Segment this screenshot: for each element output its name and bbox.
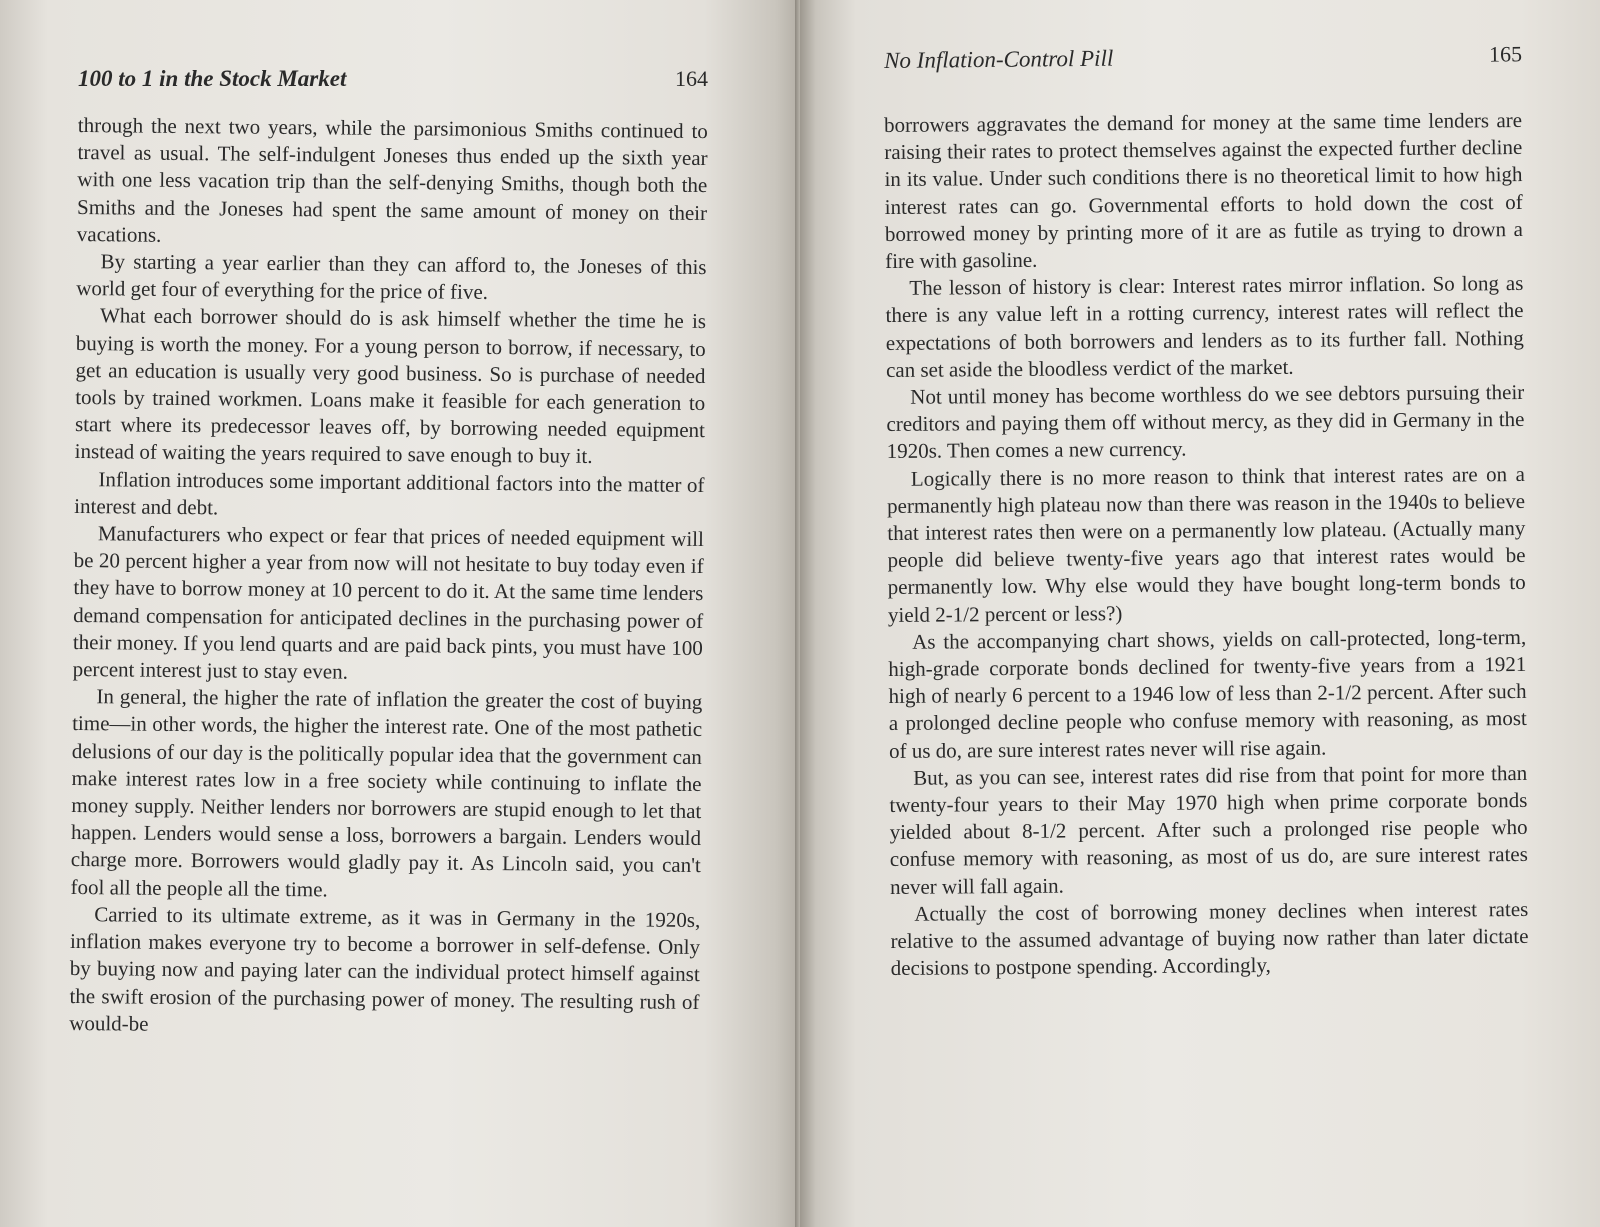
paragraph: Logically there is no more reason to think that interest rates are on a permanently high plateau now than there was reason in the 1940s to believe that interest rates then were on a permanently low plateau. (Actually many people did believe twenty-five years ago that interest rates would be permanently low. Why else would they have bought long-term bonds to yield 2-1/2 percent or less?)	[886, 461, 1526, 627]
right-page-body	[884, 107, 1529, 982]
right-page	[800, 0, 1600, 1227]
paragraph: Manufacturers who expect or fear that prices of needed equipment will be 20 percent higher a year from now will not hesitate to buy today even if they have to borrow money at 10 percent to do it. At the same time lenders demand compensation for anticipated declines in the purchasing power of their money. If you lend quarts and are paid back pints, you must have 100 percent interest just to stay even.	[72, 521, 705, 684]
paragraph: Inflation introduces some important additional factors into the matter of interest and debt.	[74, 466, 705, 520]
paragraph: through the next two years, while the parsimonious Smiths continued to travel as usual. The self-indulgent Joneses thus ended up the sixth year with one less vacation trip than the self-denying Smiths, though both the Smiths and the Joneses had spent the same amount of money on their vacations.	[76, 112, 708, 247]
paragraph: Not until money has become worthless do we see debtors pursuing their creditors and paying them off without mercy, as they did in Germany in the 1920s. Then comes a new currency.	[886, 380, 1525, 464]
running-title: 100 to 1 in the Stock Market	[78, 66, 347, 91]
paragraph: But, as you can see, interest rates did rise from that point for more than twenty-four years to their May 1970 high when prime corporate bonds yielded about 8-1/2 percent. After such a prolonged rise people who confuse memory with reasoning, as most of us do, are sure interest rates never will fall again.	[889, 760, 1528, 899]
left-page-header	[78, 52, 708, 108]
paragraph: What each borrower should do is ask himself whether the time he is buying is worth the money. For a young person to borrow, if necessary, to get an education is usually very good business. So is purchase of needed tools by trained workmen. Loans make it feasible for each generation to start where its predecessor leaves off, by borrowing needed equipment instead of waiting the years required to save enough to buy it.	[74, 303, 707, 469]
paragraph: By starting a year earlier than they can afford to, the Joneses of this world get four of everything for the price of five.	[76, 249, 707, 305]
paragraph: The lesson of history is clear: Interest rates mirror inflation. So long as there is any value left in a rotting currency, interest rates will reflect the expectations of both borrowers and lenders as to its further fall. Nothing can set aside the bloodless verdict of the market.	[885, 271, 1524, 382]
paragraph: Carried to its ultimate extreme, as it was in Germany in the 1920s, inflation makes everyone try to become a borrower in self-defense. Only by buying now and paying later can the individual protect himself against the swift erosion of the purchasing power of money. The resulting rush of would-be	[69, 902, 701, 1036]
page-number: 164	[675, 66, 708, 91]
left-page-body	[69, 112, 708, 1043]
paragraph: As the accompanying chart shows, yields on call-protected, long-term, high-grade corporate bonds declined for twenty-five years from a 1921 high of nearly 6 percent to a 1946 low of less than 2-1/2 percent. After such a prolonged decline people who confuse memory with reasoning, as most of us do, are sure interest rates never will rise again.	[888, 624, 1527, 763]
paragraph: Actually the cost of borrowing money declines when interest rates relative to the assumed advantage of buying now rather than later dictate decisions to postpone spending. Accordingly,	[890, 896, 1529, 981]
page-number: 165	[1488, 41, 1523, 67]
paragraph: borrowers aggravates the demand for money at the same time lenders are raising their rates to protect themselves against the expected further decline in its value. Under such conditions there is no theoretical limit to how high interest rates can go. Governmental efforts to hold down the cost of borrowed money by printing more of it are as futile as trying to drown a fire with gasoline.	[884, 107, 1524, 274]
right-page-header	[884, 41, 1523, 104]
paragraph: In general, the higher the rate of inflation the greater the cost of buying time—in other words, the higher the interest rate. One of the most pathetic delusions of our day is the politically popular idea that the government can make interest rates low in a free society while continuing to inflate the money supply. Neither lenders nor borrowers are stupid enough to let that happen. Lenders would sense a loss, borrowers a bargain. Lenders would charge more. Borrowers would gladly pay it. As Lincoln said, you can't fool all the people all the time.	[70, 684, 703, 902]
running-title: No Inflation-Control Pill	[884, 45, 1114, 73]
